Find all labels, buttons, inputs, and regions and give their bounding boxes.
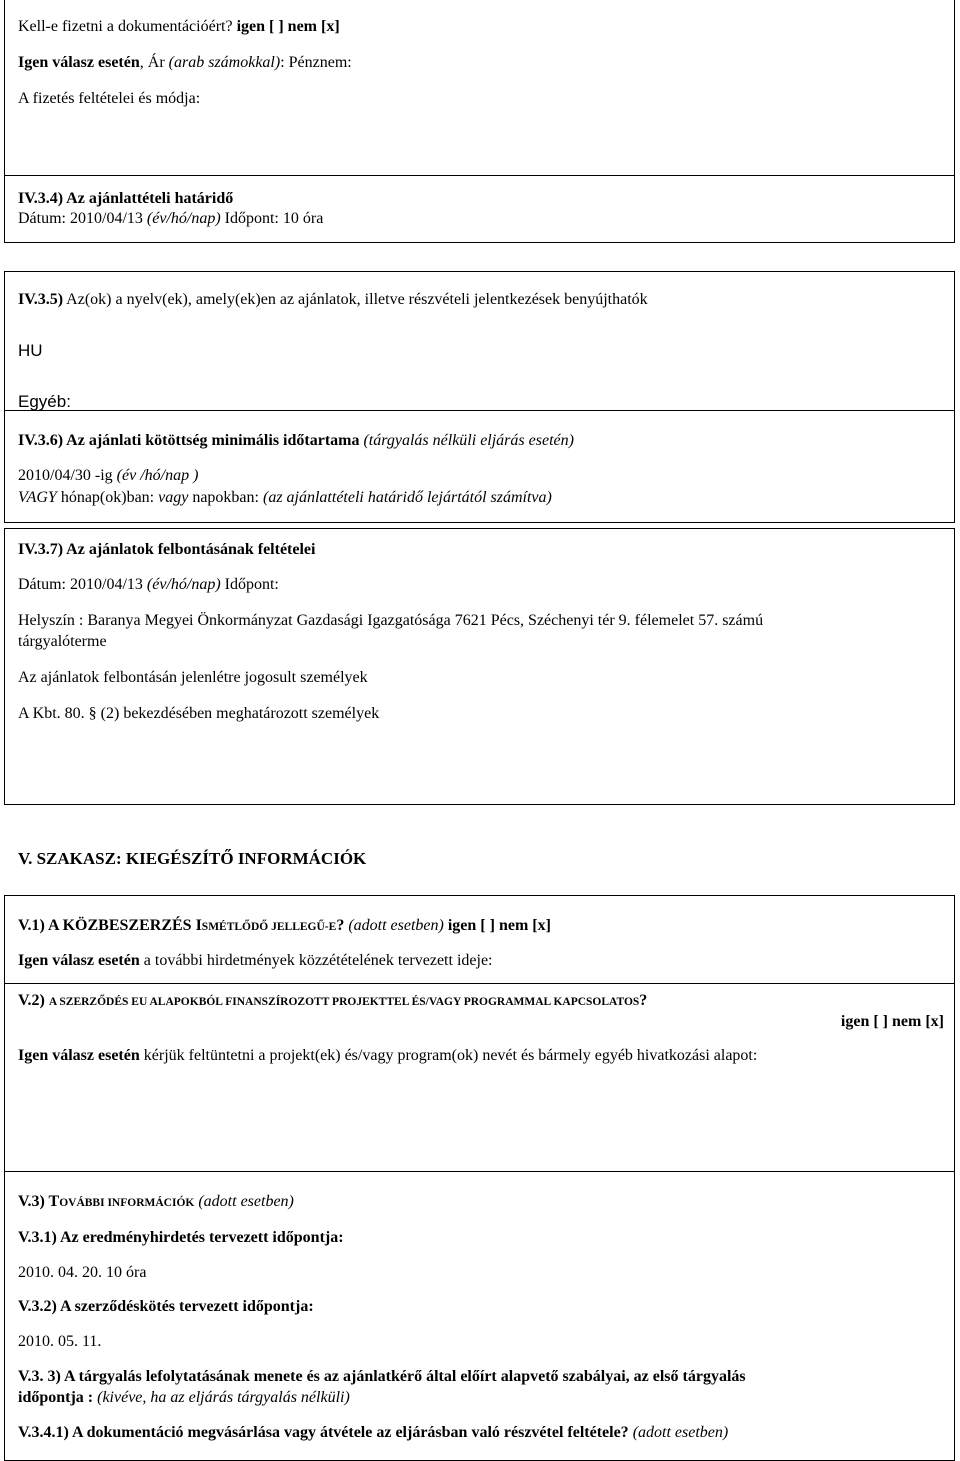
recurrence-question: V.1) A KÖZBESZERZÉS ISMÉTLŐDŐ JELLEGŰ-E? (adott esetben) igen [ ] nem [x] xyxy=(18,917,551,934)
eu-funds-answer: Igen válasz esetén kérjük feltüntetni a projekt(ek) és/vagy program(ok) nevét és bármely egyéb hivatkozási alapot: xyxy=(18,1047,758,1064)
deadline-date: Dátum: 2010/04/13 (év/hó/nap) Időpont: 10 óra xyxy=(18,210,324,227)
section-v-title: V. SZAKASZ: KIEGÉSZÍTŐ INFORMÁCIÓK xyxy=(18,849,367,868)
payment-options: igen [ ] nem [x] xyxy=(236,18,340,35)
opening-place-cont: tárgyalóterme xyxy=(18,633,107,650)
contract-date-title: V.3.2) A szerződéskötés tervezett időpontja: xyxy=(18,1298,314,1315)
negotiation-title-cont: időpontja : (kivéve, ha az eljárás tárgyalás nélküli) xyxy=(18,1389,350,1406)
language-value: HU xyxy=(18,341,43,360)
language-title: IV.3.5) Az(ok) a nyelv(ek), amely(ek)en az ajánlatok, illetve részvételi jelentkezések benyújthatók xyxy=(18,291,648,308)
eu-funds-question: V.2) A SZERZŐDÉS EU ALAPOKBÓL FINANSZÍROZOTT PROJEKTTEL ÉS/VAGY PROGRAMMAL KAPCSOLATOS? xyxy=(18,992,648,1009)
binding-period-date: 2010/04/30 -ig (év /hó/nap ) xyxy=(18,467,199,484)
binding-period-title: IV.3.6) Az ajánlati kötöttség minimális időtartama (tárgyalás nélküli eljárás esetén) xyxy=(18,432,574,449)
eu-funds-options: igen [ ] nem [x] xyxy=(840,1013,944,1030)
further-info-title: V.3) TOVÁBBI INFORMÁCIÓK (adott esetben) xyxy=(18,1193,294,1210)
contract-date-value: 2010. 05. 11. xyxy=(18,1333,102,1350)
recurrence-answer: Igen válasz esetén a további hirdetmények közzétételének tervezett ideje: xyxy=(18,952,493,969)
opening-title: IV.3.7) Az ajánlatok felbontásának feltételei xyxy=(18,541,316,558)
payment-question: Kell-e fizetni a dokumentációért? igen [ ] nem [x] xyxy=(18,18,340,35)
result-date-value: 2010. 04. 20. 10 óra xyxy=(18,1264,147,1281)
opening-box xyxy=(4,528,955,805)
opening-place: Helyszín : Baranya Megyei Önkormányzat Gazdasági Igazgatósága 7621 Pécs, Széchenyi tér 9. félemelet 57. számú xyxy=(18,612,764,629)
opening-persons: A Kbt. 80. § (2) bekezdésében meghatározott személyek xyxy=(18,705,380,722)
binding-period-months: VAGY hónap(ok)ban: vagy napokban: (az ajánlattételi határidő lejártától számítva) xyxy=(18,489,552,506)
deadline-title: IV.3.4) Az ajánlattételi határidő xyxy=(18,190,234,207)
opening-persons-label: Az ajánlatok felbontásán jelenlétre jogosult személyek xyxy=(18,669,368,686)
result-date-title: V.3.1) Az eredményhirdetés tervezett időpontja: xyxy=(18,1229,344,1246)
documentation-question: V.3.4.1) A dokumentáció megvásárlása vagy átvétele az eljárásban való részvétel feltétele? (adott esetben) xyxy=(18,1424,729,1441)
language-other: Egyéb: xyxy=(18,392,71,411)
payment-price-line: Igen válasz esetén, Ár (arab számokkal): Pénznem: xyxy=(18,54,352,71)
opening-date: Dátum: 2010/04/13 (év/hó/nap) Időpont: xyxy=(18,576,279,593)
negotiation-title: V.3. 3) A tárgyalás lefolytatásának menete és az ajánlatkérő által előírt alapvető szabályai, az első tárgyalás xyxy=(18,1368,746,1385)
payment-terms-line: A fizetés feltételei és módja: xyxy=(18,90,201,107)
